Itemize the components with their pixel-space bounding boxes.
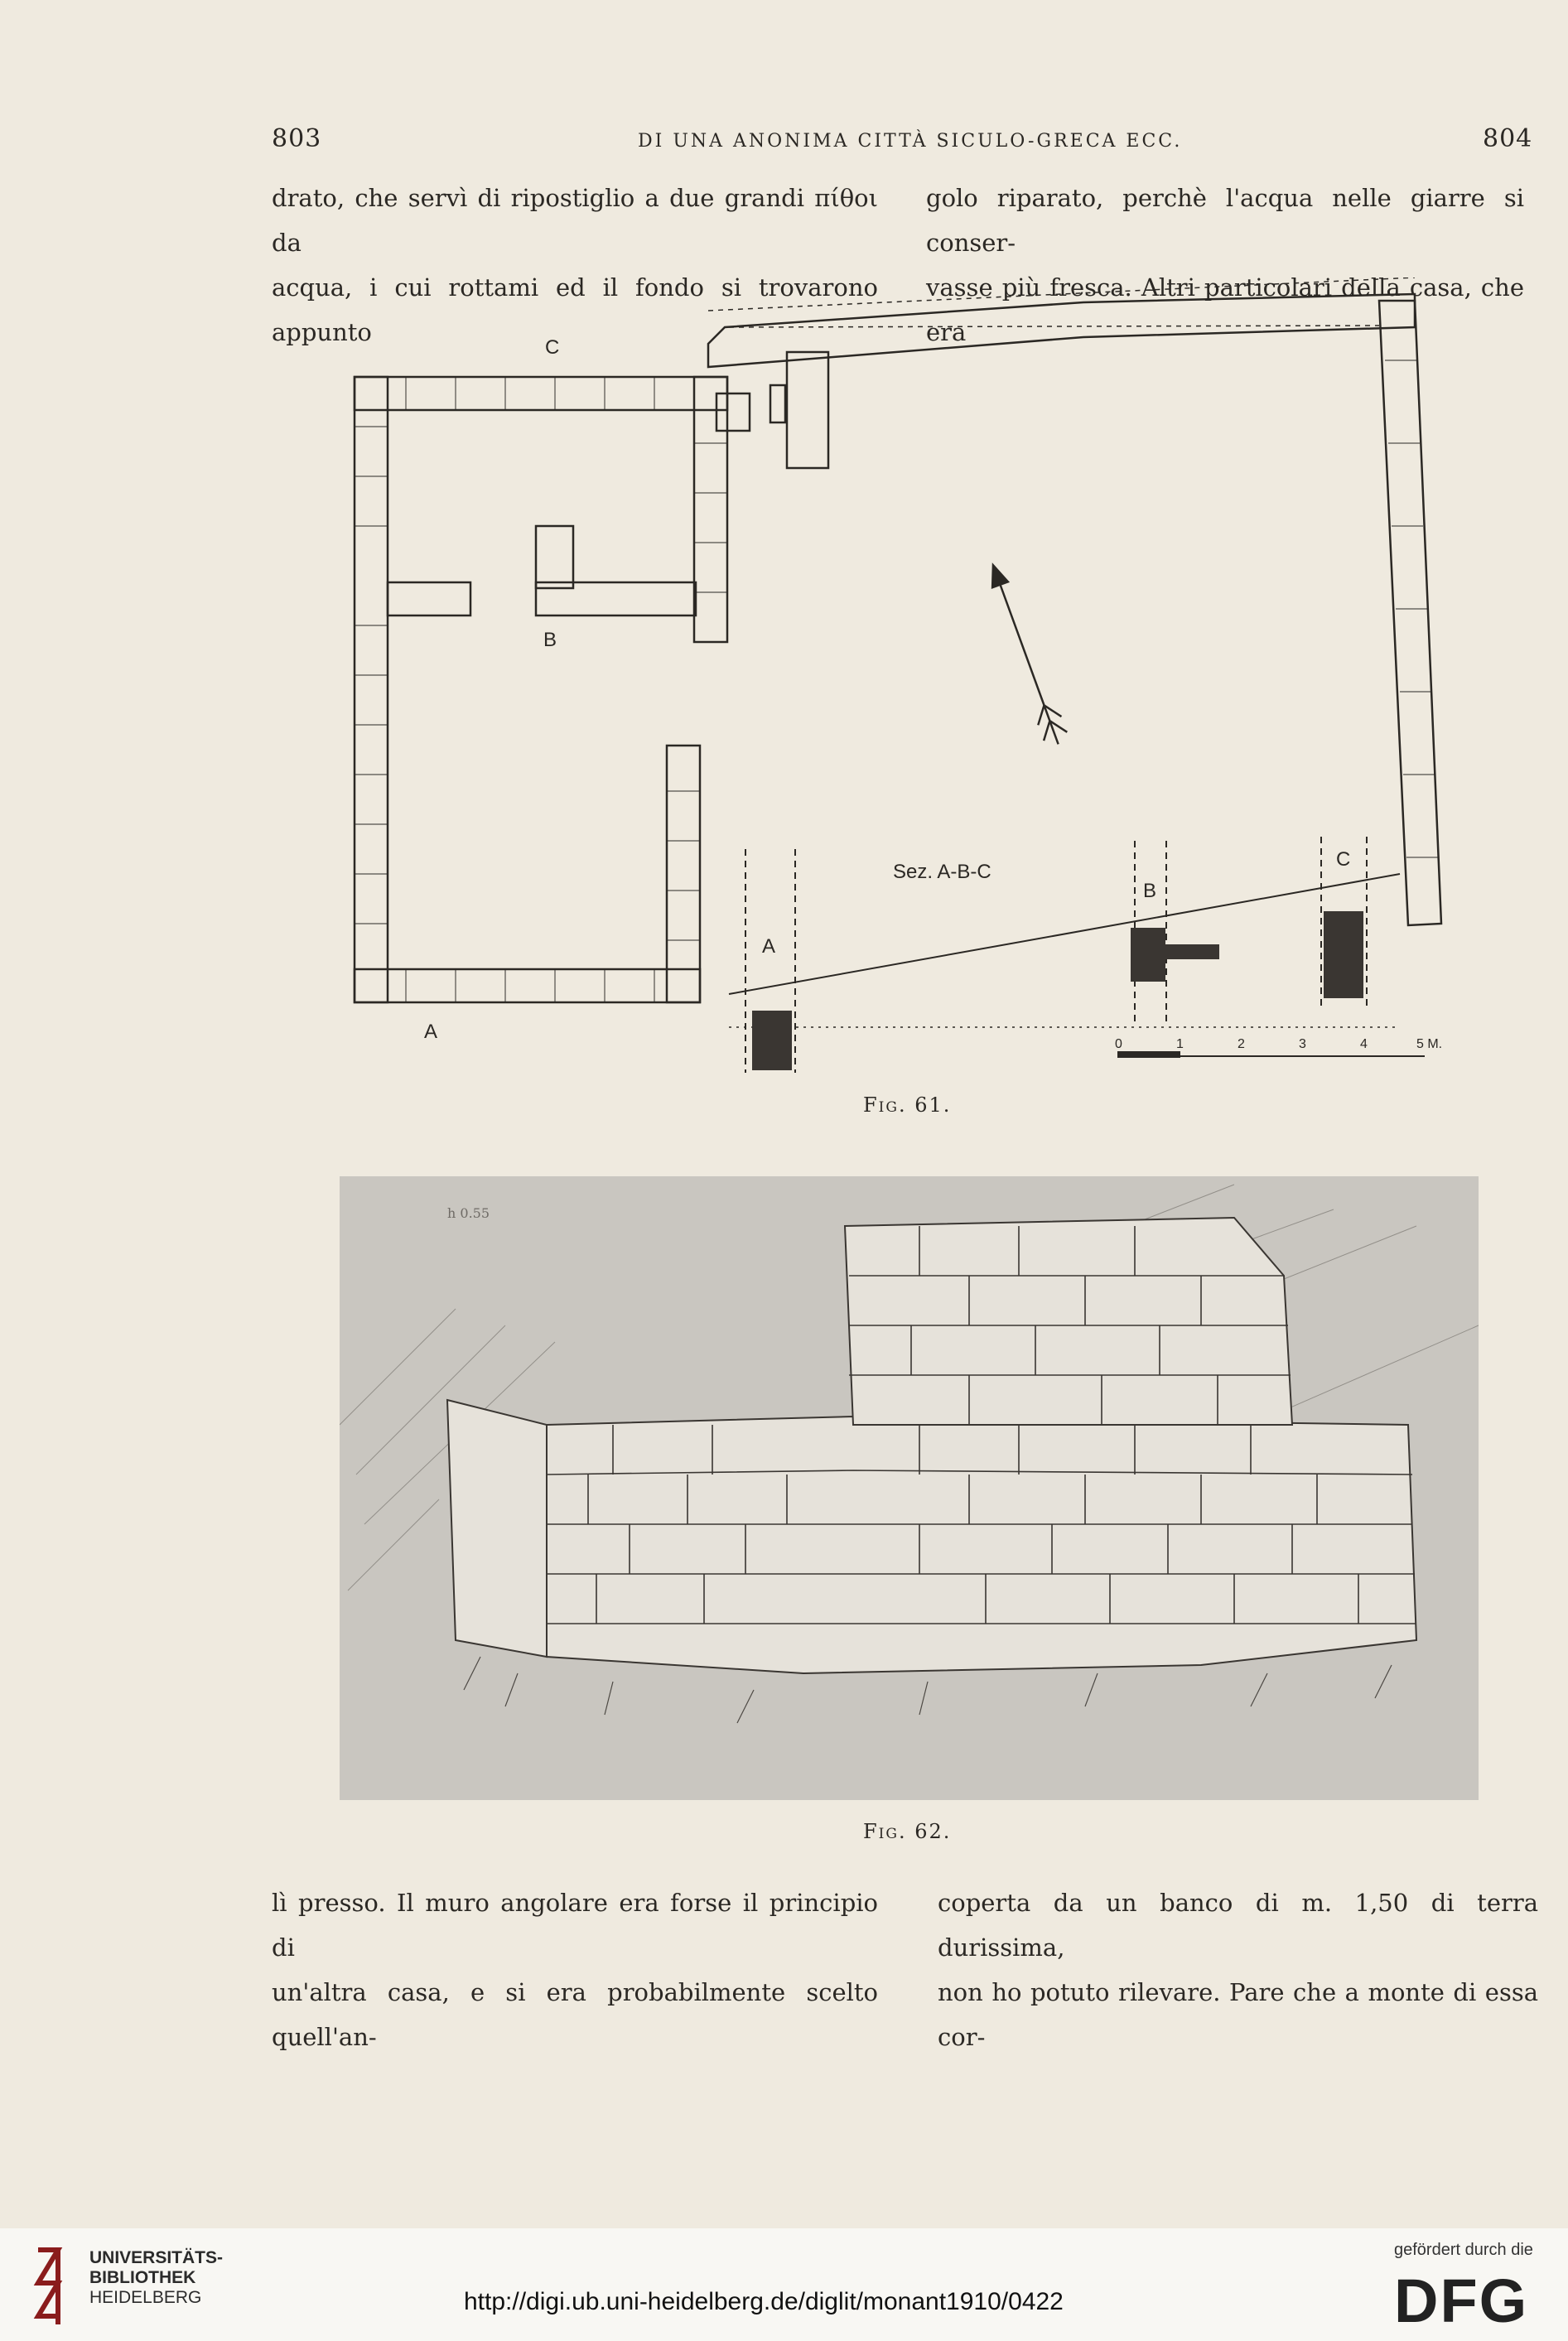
north-arrow-feathers xyxy=(1032,701,1067,741)
room-wall-east-lower xyxy=(667,746,700,1002)
text-line: un'altra casa, e si era probabilmente scelto quell'an- xyxy=(272,1978,878,2051)
room-wall-east-upper xyxy=(694,377,727,642)
text-bottom-right xyxy=(938,1880,1538,2059)
room-partition-post xyxy=(536,526,573,588)
text-line: coperta da un banco di m. 1,50 di terra durissima, xyxy=(938,1889,1538,1962)
library-logo-icon xyxy=(33,2242,80,2333)
label-c-section: C xyxy=(1336,848,1351,871)
label-b-plan: B xyxy=(543,629,557,651)
inner-pier-top xyxy=(770,385,785,422)
outer-wall-north xyxy=(708,294,1415,367)
scale-tick-label: 3 xyxy=(1299,1037,1306,1051)
north-arrow xyxy=(996,573,1058,745)
room-wall-north xyxy=(355,377,727,410)
figure-62-caption: Fig. 62. xyxy=(863,1820,952,1843)
label-b-section: B xyxy=(1143,880,1157,902)
figure-62-wall-sketch xyxy=(340,1176,1479,1800)
permalink-url[interactable]: http://digi.ub.uni-heidelberg.de/diglit/monant1910/0422 xyxy=(464,2288,1064,2315)
text-line: golo riparato, perchè l'acqua nelle giarre si conser- xyxy=(926,184,1524,257)
wall-block-front xyxy=(547,1417,1416,1673)
section-wall-c xyxy=(1324,911,1363,998)
section-wall-b-ledge xyxy=(1165,944,1219,959)
text-line: drato, che servì di ripostiglio a due grandi πίθοι da xyxy=(272,184,878,257)
library-name xyxy=(89,2248,223,2308)
scale-bar-segment xyxy=(1118,1052,1180,1057)
page-number-left: 803 xyxy=(272,124,322,153)
scale-tick-label: 5 M. xyxy=(1416,1037,1443,1051)
inner-pier xyxy=(787,352,828,468)
stone-texture xyxy=(355,427,388,924)
dfg-logo: DFG xyxy=(1394,2266,1529,2335)
dashed-line xyxy=(729,326,1379,327)
page-number-right: 804 xyxy=(1483,124,1533,153)
text-line: lì presso. Il muro angolare era forse il principio di xyxy=(272,1889,878,1962)
text-line: vasse più fresca. Altri particolari della casa, che era xyxy=(926,273,1524,346)
text-line: non ho potuto rilevare. Pare che a monte di essa cor- xyxy=(938,1978,1538,2051)
stone-texture xyxy=(667,791,700,940)
label-c-top: C xyxy=(545,336,560,359)
text-bottom-left xyxy=(272,1880,878,2059)
sketch-note: h 0.55 xyxy=(447,1205,490,1221)
scale-tick-label: 1 xyxy=(1176,1037,1184,1051)
stone-texture xyxy=(694,443,727,592)
running-title: DI UNA ANONIMA CITTÀ SICULO-GRECA ECC. xyxy=(638,131,1183,152)
stone-texture xyxy=(406,377,654,410)
room-wall-west xyxy=(355,377,388,1002)
scale-tick-label: 0 xyxy=(1115,1037,1122,1051)
library-line: UNIVERSITÄTS- xyxy=(89,2248,224,2267)
footer-bar xyxy=(0,2228,1568,2341)
library-line: BIBLIOTHEK xyxy=(89,2268,196,2287)
scale-tick-label: 2 xyxy=(1238,1037,1245,1051)
text-line: acqua, i cui rottami ed il fondo si trovarono appunto xyxy=(272,273,878,346)
section-ground-line xyxy=(729,874,1400,994)
library-line: HEIDELBERG xyxy=(89,2288,202,2307)
section-wall-a xyxy=(752,1011,792,1070)
section-title: Sez. A-B-C xyxy=(893,861,991,883)
stone-texture xyxy=(406,969,654,1002)
outer-wall-east xyxy=(1379,301,1441,925)
figure-61-caption: Fig. 61. xyxy=(863,1093,952,1117)
section-wall-b xyxy=(1131,928,1165,982)
wall-block-side xyxy=(447,1400,547,1657)
inner-pier-small xyxy=(716,393,750,431)
scale-tick-label: 4 xyxy=(1360,1037,1368,1051)
wall-block-upper xyxy=(845,1218,1292,1425)
dashed-line xyxy=(708,278,1415,311)
figure-61-plan-drawing xyxy=(340,278,1483,1073)
sponsor-text: gefördert durch die xyxy=(1394,2241,1533,2259)
label-a-plan: A xyxy=(424,1021,438,1043)
label-a-section: A xyxy=(762,935,776,958)
room-stub-west xyxy=(388,582,470,615)
north-arrow-head xyxy=(986,562,1008,587)
